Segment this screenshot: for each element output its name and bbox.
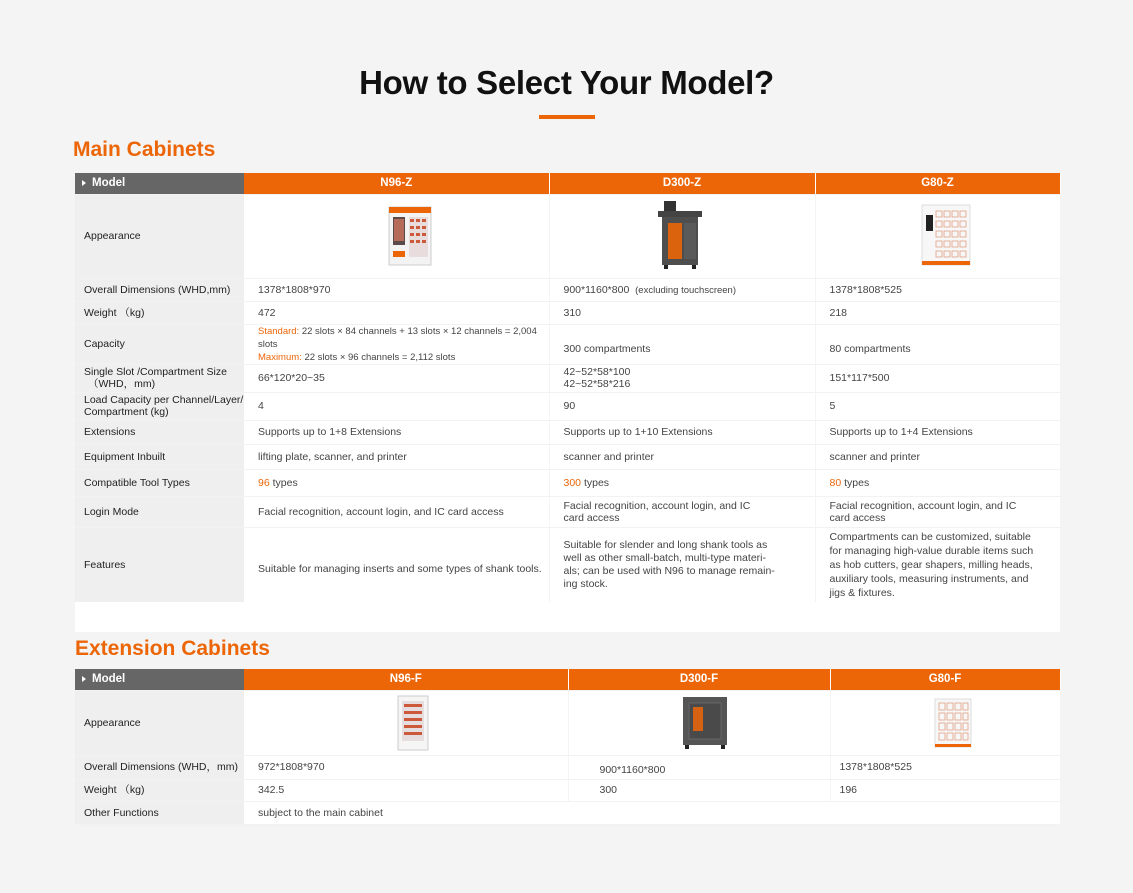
d300-z-tool-types: 300 types — [549, 469, 815, 496]
row-label-tool-types: Compatible Tool Types — [75, 469, 244, 496]
g80-z-extensions: Supports up to 1+4 Extensions — [815, 420, 1060, 444]
g80-z-dimensions: 1378*1808*525 — [815, 278, 1060, 301]
n96-f-weight: 342.5 — [244, 779, 568, 801]
model-header-g80-f: G80-F — [830, 669, 1060, 690]
triangle-icon — [82, 676, 86, 682]
n96-z-image — [244, 194, 549, 278]
row-label-login: Login Mode — [75, 496, 244, 527]
g80-f-image — [830, 690, 1060, 755]
g80-z-login: Facial recognition, account login, and IC card access — [815, 496, 1060, 527]
n96-z-features: Suitable for managing inserts and some types of shank tools. — [244, 527, 549, 603]
ext-row-label-dimensions: Overall Dimensions (WHD，mm) — [75, 755, 244, 779]
n96-f-image — [244, 690, 568, 755]
g80-z-cabinet-image — [916, 201, 1116, 271]
row-label-dimensions: Overall Dimensions (WHD,mm) — [75, 278, 244, 301]
model-header-g80-z: G80-Z — [815, 173, 1060, 194]
g80-f-weight: 196 — [830, 779, 1060, 801]
d300-z-equipment: scanner and printer — [549, 444, 815, 469]
d300-z-extensions: Supports up to 1+10 Extensions — [549, 420, 815, 444]
page-title: How to Select Your Model? — [359, 64, 774, 101]
n96-z-tool-types: 96 types — [244, 469, 549, 496]
g80-z-equipment: scanner and printer — [815, 444, 1060, 469]
main-cabinets-table — [75, 173, 1061, 604]
g80-f-cabinet-image — [931, 693, 1131, 753]
row-label-equipment: Equipment Inbuilt — [75, 444, 244, 469]
n96-z-slot-size: 66*120*20~35 — [244, 364, 549, 392]
d300-z-slot-size: 42~52*58*100 42~52*58*216 — [549, 364, 815, 392]
n96-z-login: Facial recognition, account login, and IC card access — [244, 496, 549, 527]
model-header-n96-f: N96-F — [244, 669, 568, 690]
model-header-d300-f: D300-F — [568, 669, 830, 690]
n96-z-equipment: lifting plate, scanner, and printer — [244, 444, 549, 469]
n96-f-dimensions: 972*1808*970 — [244, 755, 568, 779]
table-gap — [75, 602, 1060, 632]
n96-z-weight: 472 — [244, 301, 549, 324]
g80-z-tool-types: 80 types — [815, 469, 1060, 496]
d300-z-capacity: 300 compartments — [549, 324, 815, 364]
row-label-appearance: Appearance — [75, 194, 244, 278]
ext-row-label-other: Other Functions — [75, 801, 244, 824]
row-label-load-capacity: Load Capacity per Channel/Layer/ Compartment (kg) — [75, 392, 244, 420]
model-header-n96-z: N96-Z — [244, 173, 549, 194]
g80-z-slot-size: 151*117*500 — [815, 364, 1060, 392]
other-functions-value: subject to the main cabinet — [244, 801, 1060, 824]
d300-f-dimensions: 900*1160*800 — [568, 755, 830, 779]
model-header: Model — [75, 173, 244, 194]
d300-z-image — [549, 194, 815, 278]
ext-row-label-appearance: Appearance — [75, 690, 244, 755]
d300-z-weight: 310 — [549, 301, 815, 324]
row-label-features: Features — [75, 527, 244, 603]
g80-z-load: 5 — [815, 392, 1060, 420]
n96-z-load: 4 — [244, 392, 549, 420]
d300-z-load: 90 — [549, 392, 815, 420]
d300-f-image — [568, 690, 830, 755]
d300-f-weight: 300 — [568, 779, 830, 801]
ext-model-header: Model — [75, 669, 244, 690]
row-label-capacity: Capacity — [75, 324, 244, 364]
row-label-slot-size: Single Slot /Compartment Size （WHD，mm) — [75, 364, 244, 392]
g80-f-dimensions: 1378*1808*525 — [830, 755, 1060, 779]
g80-z-image — [815, 194, 1060, 278]
g80-z-capacity: 80 compartments — [815, 324, 1060, 364]
g80-z-features: Compartments can be customized, suitable for managing high-value durable items such as hob cutters, gear shapers, milling heads, auxiliary tools, measuring instruments, and jigs & fixtures. — [815, 527, 1060, 603]
title-underline — [539, 115, 595, 119]
d300-z-dimensions: 900*1160*800 (excluding touchscreen) — [549, 278, 815, 301]
triangle-icon — [82, 180, 86, 186]
main-cabinets-title: Main Cabinets — [73, 138, 216, 161]
row-label-weight: Weight （kg) — [75, 301, 244, 324]
n96-z-dimensions: 1378*1808*970 — [244, 278, 549, 301]
d300-z-features: Suitable for slender and long shank tools as well as other small-batch, multi-type materi- als; can be used with N96 to manage remain- ing stock. — [549, 527, 815, 603]
d300-z-login: Facial recognition, account login, and IC card access — [549, 496, 815, 527]
g80-z-weight: 218 — [815, 301, 1060, 324]
extension-cabinets-title: Extension Cabinets — [75, 637, 270, 660]
n96-z-extensions: Supports up to 1+8 Extensions — [244, 420, 549, 444]
model-header-d300-z: D300-Z — [549, 173, 815, 194]
n96-f-cabinet-image — [394, 693, 594, 753]
extension-cabinets-table — [75, 669, 1061, 825]
row-label-extensions: Extensions — [75, 420, 244, 444]
n96-z-capacity: Standard: 22 slots × 84 channels + 13 slots × 12 channels = 2,004 slots Maximum: 22 slots × 96 channels = 2,112 slots — [244, 324, 549, 364]
ext-row-label-weight: Weight （kg) — [75, 779, 244, 801]
